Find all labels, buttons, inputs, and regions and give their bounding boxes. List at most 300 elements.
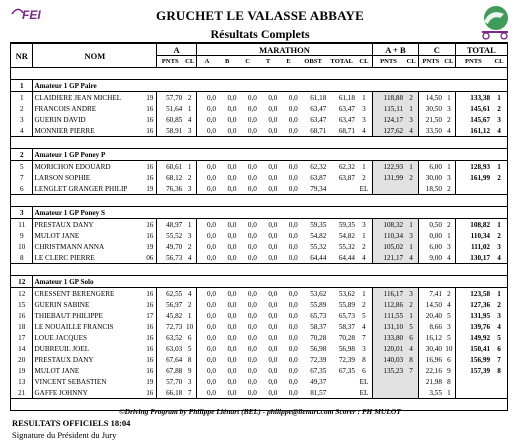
table-row [11, 252, 508, 264]
row-total: 133,38 [470, 93, 491, 102]
row-m-cl: 1 [356, 230, 372, 241]
row-nr: 12 [11, 288, 33, 300]
row-m-t: 0,0 [268, 231, 278, 240]
row-a-pnts: 57,70 [166, 377, 183, 386]
row-m-a: 0,0 [207, 93, 216, 102]
table-row [11, 230, 508, 241]
row-a-pnts: 55,52 [166, 231, 183, 240]
row-m-a: 0,0 [207, 173, 216, 182]
row-m-cl: 7 [356, 332, 372, 343]
row-ab-cl: 3 [404, 114, 418, 125]
col-subheader: TOTAL [327, 56, 356, 68]
row-nr: 5 [11, 161, 33, 173]
row-m-total: 65,73 [338, 311, 355, 320]
row-c-cl: 2 [443, 288, 455, 300]
row-m-e: 0,0 [288, 162, 298, 171]
row-a-cl: 3 [183, 183, 196, 195]
row-m-c: 0,0 [247, 220, 257, 229]
row-total: 161,99 [470, 173, 491, 182]
group-number: 12 [11, 276, 33, 288]
row-m-e: 0,0 [288, 333, 298, 342]
row-obst: 61,18 [310, 93, 327, 102]
row-m-a: 0,0 [207, 344, 216, 353]
row-obst: 53,62 [310, 289, 327, 298]
row-nr: 18 [11, 321, 33, 332]
row-m-total: 56,98 [338, 344, 355, 353]
row-m-total: 70,28 [338, 333, 355, 342]
page-title: GRUCHET LE VALASSE ABBAYE [156, 8, 364, 23]
row-name: GAFFE JOHNNY [33, 387, 143, 399]
row-nr: 11 [11, 219, 33, 231]
row-age: 16 [143, 114, 156, 125]
row-obst: 49,37 [310, 377, 327, 386]
row-name: CHRISTMANN ANNA [34, 242, 105, 251]
row-name: MULOT JANE [34, 231, 80, 240]
row-m-cl: 2 [356, 299, 372, 310]
row-c: 30,40 [425, 344, 442, 353]
fei-logo-text: FEI [22, 8, 41, 22]
row-total-cl [491, 387, 507, 399]
row-m-b: 0,0 [227, 115, 237, 124]
row-m-e: 0,0 [288, 377, 298, 386]
col-header-c: C [418, 43, 455, 56]
row-a-pnts: 68,12 [166, 173, 183, 182]
row-obst: 72,39 [310, 355, 327, 364]
table-row [11, 125, 508, 137]
row-m-e: 0,0 [278, 387, 298, 399]
row-m-e: 0,0 [288, 220, 298, 229]
group-spacer [11, 68, 508, 80]
program-credit: ©Driving Program by Philippe Liénart (BEL) - philippe@lienart.com Scorer : PH MULOT [119, 407, 401, 416]
row-name: MULOT JANE [34, 366, 80, 375]
row-m-c: 0,0 [247, 333, 257, 342]
row-ab: 108,32 [372, 219, 404, 231]
row-obst: 68,71 [299, 125, 328, 137]
row-total-cl: 1 [491, 219, 507, 231]
row-m-t: 0,0 [268, 93, 278, 102]
row-total-cl: 4 [491, 252, 507, 264]
row-c: 18,50 [418, 183, 443, 195]
row-ab-cl: 1 [404, 103, 418, 114]
row-name: FRANCOIS ANDRE [34, 104, 97, 113]
row-a-cl: 9 [183, 365, 196, 376]
results-table [10, 42, 508, 411]
row-m-t: 0,0 [268, 289, 278, 298]
group-header-row [11, 276, 508, 288]
row-m-cl: 3 [356, 114, 372, 125]
row-a-pnts: 63,52 [166, 333, 183, 342]
row-m-b: 0,0 [227, 333, 237, 342]
row-m-e: 0,0 [288, 115, 298, 124]
col-subheader: PNTS [157, 56, 184, 68]
row-name: PRESTAUX DANY [34, 220, 94, 229]
row-total [455, 183, 491, 195]
row-m-a: 0,0 [207, 322, 216, 331]
row-age: 16 [143, 161, 156, 173]
row-total [455, 376, 491, 387]
row-m-b: 0,0 [227, 355, 237, 364]
row-ab: 140,03 [372, 354, 404, 365]
group-number: 3 [11, 207, 33, 219]
group-header-row [11, 207, 508, 219]
row-a-cl: 6 [183, 332, 196, 343]
row-name: LOUE JACQUES [34, 333, 87, 342]
row-total: 130,17 [455, 252, 491, 264]
row-name: CRESSENT BERENGERE [34, 289, 115, 298]
row-age: 16 [143, 125, 156, 137]
row-m-b: 0,0 [227, 220, 237, 229]
row-m-c: 0,0 [247, 322, 257, 331]
row-obst: 55,32 [310, 242, 327, 251]
group-header-row [11, 80, 508, 92]
row-c-cl: 2 [443, 219, 455, 231]
row-m-cl: 3 [356, 219, 372, 231]
row-c-cl: 6 [443, 354, 455, 365]
row-total-cl: 6 [491, 343, 507, 354]
row-nr: 13 [11, 376, 33, 387]
row-age: 16 [143, 332, 156, 343]
row-m-c: 0,0 [247, 289, 257, 298]
row-m-t: 0,0 [268, 311, 278, 320]
row-m-total [327, 387, 356, 399]
row-a-pnts: 63,03 [166, 344, 183, 353]
row-name: PRESTAUX DANY [34, 355, 94, 364]
row-m-c: 0,0 [247, 93, 257, 102]
row-nr: 10 [11, 241, 33, 252]
col-subheader: CL [443, 56, 455, 68]
row-obst: 58,37 [310, 322, 327, 331]
row-m-t: 0,0 [268, 162, 278, 171]
row-c: 8,66 [429, 322, 442, 331]
row-a-cl: 3 [183, 125, 196, 137]
row-m-cl: 1 [356, 288, 372, 300]
row-m-a: 0,0 [207, 366, 216, 375]
row-name: MONNIER PIERRE [33, 125, 143, 137]
row-m-cl: 3 [356, 103, 372, 114]
row-a-cl: 1 [183, 103, 196, 114]
row-nr: 6 [11, 183, 33, 195]
row-m-b: 0,0 [227, 162, 237, 171]
row-ab: 133,80 [372, 332, 404, 343]
row-c: 22,16 [425, 366, 442, 375]
col-subheader: CL [491, 56, 507, 68]
row-total-cl: 3 [491, 310, 507, 321]
row-total: 145,61 [470, 104, 491, 113]
row-m-e: 0,0 [288, 344, 298, 353]
row-a-pnts: 67,64 [166, 355, 183, 364]
table-row [11, 172, 508, 183]
row-a-pnts: 66,18 [157, 387, 184, 399]
row-m-cl: EL [356, 376, 372, 387]
row-m-cl: 8 [356, 354, 372, 365]
row-age: 16 [143, 230, 156, 241]
row-total-cl: 4 [491, 125, 507, 137]
row-m-t: 0,0 [268, 344, 278, 353]
row-m-a: 0,0 [207, 333, 216, 342]
row-c: 30,50 [425, 104, 442, 113]
row-m-total: 72,39 [338, 355, 355, 364]
row-ab-cl [404, 376, 418, 387]
group-number: 2 [11, 149, 33, 161]
row-nr: 15 [11, 299, 33, 310]
row-ab: 116,17 [372, 288, 404, 300]
row-ab: 131,10 [372, 321, 404, 332]
row-m-t: 0,0 [268, 300, 278, 309]
row-a-cl: 8 [183, 354, 196, 365]
row-ab-cl: 2 [404, 299, 418, 310]
row-m-c: 0,0 [247, 344, 257, 353]
row-m-cl: 3 [356, 343, 372, 354]
row-total-cl: 5 [491, 332, 507, 343]
row-c: 0,50 [429, 220, 442, 229]
row-m-e: 0,0 [288, 311, 298, 320]
row-ab-cl: 7 [404, 365, 418, 376]
row-total: 108,82 [470, 220, 491, 229]
row-age: 19 [143, 183, 156, 195]
row-total-cl [491, 376, 507, 387]
row-m-cl: 1 [356, 161, 372, 173]
col-subheader: CL [183, 56, 196, 68]
row-a-cl: 2 [183, 92, 196, 104]
row-m-t: 0,0 [268, 220, 278, 229]
row-a-cl: 4 [183, 114, 196, 125]
col-subheader: A [197, 56, 217, 68]
row-nr: 21 [11, 387, 33, 399]
row-m-t: 0,0 [268, 104, 278, 113]
row-obst: 63,87 [310, 173, 327, 182]
row-m-total: 63,47 [338, 104, 355, 113]
row-m-a: 0,0 [197, 252, 217, 264]
row-m-e: 0,0 [288, 231, 298, 240]
row-total-cl: 1 [491, 161, 507, 173]
row-ab-cl: 6 [404, 332, 418, 343]
row-name: DUBREUIL JOEL [34, 344, 90, 353]
row-total: 145,67 [470, 115, 491, 124]
row-m-total: 63,87 [338, 173, 355, 182]
row-name: GUERIN SABINE [34, 300, 90, 309]
row-total-cl: 2 [491, 172, 507, 183]
row-name: VINCENT SEBASTIEN [34, 377, 107, 386]
table-row [11, 365, 508, 376]
row-ab: 127,62 [372, 125, 404, 137]
col-subheader: T [258, 56, 278, 68]
row-c-cl: 5 [443, 310, 455, 321]
row-a-pnts: 56,97 [166, 300, 183, 309]
row-c: 14,50 [425, 93, 442, 102]
table-row [11, 241, 508, 252]
row-obst: 65,73 [310, 311, 327, 320]
row-m-cl: 6 [356, 365, 372, 376]
row-m-total [327, 376, 356, 387]
row-obst: 79,34 [299, 183, 328, 195]
row-a-pnts: 51,64 [166, 104, 183, 113]
row-m-total: 62,32 [338, 162, 355, 171]
row-m-a: 0,0 [197, 183, 217, 195]
table-row [11, 376, 508, 387]
col-subheader: PNTS [418, 56, 443, 68]
row-m-t: 0,0 [258, 252, 278, 264]
row-obst: 54,82 [310, 231, 327, 240]
row-m-t: 0,0 [258, 183, 278, 195]
row-c-cl: 1 [443, 161, 455, 173]
row-m-a: 0,0 [207, 242, 216, 251]
row-m-c: 0,0 [247, 162, 257, 171]
row-age: 19 [143, 92, 156, 104]
row-total-cl: 2 [491, 299, 507, 310]
row-m-b: 0,0 [227, 366, 237, 375]
row-total: 161,12 [455, 125, 491, 137]
row-m-c: 0,0 [247, 300, 257, 309]
row-ab-cl: 2 [404, 92, 418, 104]
row-c: 30,00 [425, 173, 442, 182]
row-ab: 115,11 [372, 103, 404, 114]
row-a-pnts: 67,88 [166, 366, 183, 375]
row-name: GUERIN DAVID [34, 115, 86, 124]
row-m-b: 0,0 [217, 252, 237, 264]
row-nr: 8 [11, 252, 33, 264]
row-m-a: 0,0 [207, 300, 216, 309]
row-nr: 17 [11, 332, 33, 343]
row-total-cl: 8 [491, 365, 507, 376]
row-age: 17 [143, 310, 156, 321]
row-a-cl: 4 [183, 252, 196, 264]
row-a-pnts: 60,61 [166, 162, 183, 171]
row-m-total: 54,82 [338, 231, 355, 240]
row-ab: 120,01 [372, 343, 404, 354]
row-total: 127,36 [470, 300, 491, 309]
row-ab: 112,86 [372, 299, 404, 310]
group-spacer [11, 195, 508, 207]
col-header-marathon: MARATHON [197, 43, 373, 56]
table-row [11, 354, 508, 365]
row-total-cl: 2 [491, 103, 507, 114]
row-nr: 7 [11, 172, 33, 183]
row-total: 131,95 [470, 311, 491, 320]
row-nr: 9 [11, 230, 33, 241]
row-m-total: 67,35 [338, 366, 355, 375]
table-row [11, 332, 508, 343]
row-m-b: 0,0 [227, 311, 237, 320]
col-header-a: A [157, 43, 197, 56]
group-number: 1 [11, 80, 33, 92]
row-total: 150,41 [470, 344, 491, 353]
row-m-c: 0,0 [247, 173, 257, 182]
row-m-b: 0,0 [227, 344, 237, 353]
row-c: 6,00 [429, 242, 442, 251]
row-obst: 70,28 [310, 333, 327, 342]
table-row [11, 183, 508, 195]
col-subheader: E [278, 56, 298, 68]
row-nr: 2 [11, 103, 33, 114]
row-c: 33,50 [418, 125, 443, 137]
row-c-cl: 4 [443, 299, 455, 310]
col-subheader: CL [356, 56, 372, 68]
row-c-cl: 8 [443, 376, 455, 387]
row-m-t: 0,0 [268, 242, 278, 251]
row-m-total: 59,35 [338, 220, 355, 229]
row-age: 16 [143, 354, 156, 365]
row-m-a: 0,0 [207, 162, 216, 171]
row-ab [372, 387, 404, 399]
row-c-cl: 10 [443, 343, 455, 354]
row-nr: 1 [11, 92, 33, 104]
row-m-c: 0,0 [247, 377, 257, 386]
row-m-c: 0,0 [237, 183, 257, 195]
row-m-cl: EL [356, 183, 372, 195]
group-name: Amateur 1 GP Solo [33, 276, 508, 288]
row-age: 16 [143, 172, 156, 183]
row-m-b: 0,0 [217, 387, 237, 399]
row-ab-cl: 1 [404, 161, 418, 173]
row-m-e: 0,0 [288, 322, 298, 331]
row-ab-cl: 3 [404, 230, 418, 241]
row-total: 139,76 [470, 322, 491, 331]
group-name: Amateur 1 GP Poney S [33, 207, 508, 219]
table-row [11, 343, 508, 354]
row-obst: 63,47 [310, 115, 327, 124]
col-header-nr: NR [11, 43, 33, 68]
official-results-label: RESULTATS OFFICIELS 18:04 [12, 418, 131, 428]
row-m-a: 0,0 [197, 125, 217, 137]
row-m-a: 0,0 [207, 289, 216, 298]
row-name: LE NOUAILLE FRANCIS [34, 322, 114, 331]
row-c: 14,50 [425, 300, 442, 309]
row-ab-cl: 1 [404, 310, 418, 321]
row-ab-cl: 8 [404, 354, 418, 365]
row-m-e: 0,0 [288, 104, 298, 113]
row-m-b: 0,0 [227, 300, 237, 309]
row-ab [372, 376, 404, 387]
row-ab: 135,23 [372, 365, 404, 376]
table-row [11, 310, 508, 321]
row-c: 0,00 [429, 231, 442, 240]
col-header-total: TOTAL [455, 43, 507, 56]
row-c-cl: 2 [443, 183, 455, 195]
row-a-pnts: 56,73 [157, 252, 184, 264]
row-m-b: 0,0 [227, 289, 237, 298]
row-c-cl: 4 [443, 125, 455, 137]
row-m-total: 61,18 [338, 93, 355, 102]
col-header-ab: A + B [372, 43, 418, 56]
row-m-t: 0,0 [268, 322, 278, 331]
table-row [11, 161, 508, 173]
row-m-cl: 4 [356, 125, 372, 137]
group-header-row [11, 149, 508, 161]
row-c: 16,96 [425, 355, 442, 364]
row-m-total: 63,47 [338, 115, 355, 124]
row-name: LE CLERC PIERRE [33, 252, 143, 264]
row-m-total: 53,62 [338, 289, 355, 298]
row-total: 123,58 [470, 289, 491, 298]
row-a-pnts: 57,70 [166, 93, 183, 102]
row-obst: 67,35 [310, 366, 327, 375]
row-m-e: 0,0 [288, 173, 298, 182]
row-age: 16 [143, 219, 156, 231]
row-ab: 121,17 [372, 252, 404, 264]
row-m-e: 0,0 [278, 183, 298, 195]
row-m-c: 0,0 [247, 115, 257, 124]
row-ab-cl [404, 387, 418, 399]
row-ab: 124,17 [372, 114, 404, 125]
row-name: THIEBAUT PHILIPPE [34, 311, 103, 320]
table-row [11, 321, 508, 332]
row-m-e: 0,0 [288, 93, 298, 102]
row-total: 110,34 [470, 231, 491, 240]
row-ab-cl: 4 [404, 125, 418, 137]
row-name: LENGLET GRANGER PHILIP [33, 183, 143, 195]
row-m-c: 0,0 [237, 252, 257, 264]
row-total: 128,93 [470, 162, 491, 171]
